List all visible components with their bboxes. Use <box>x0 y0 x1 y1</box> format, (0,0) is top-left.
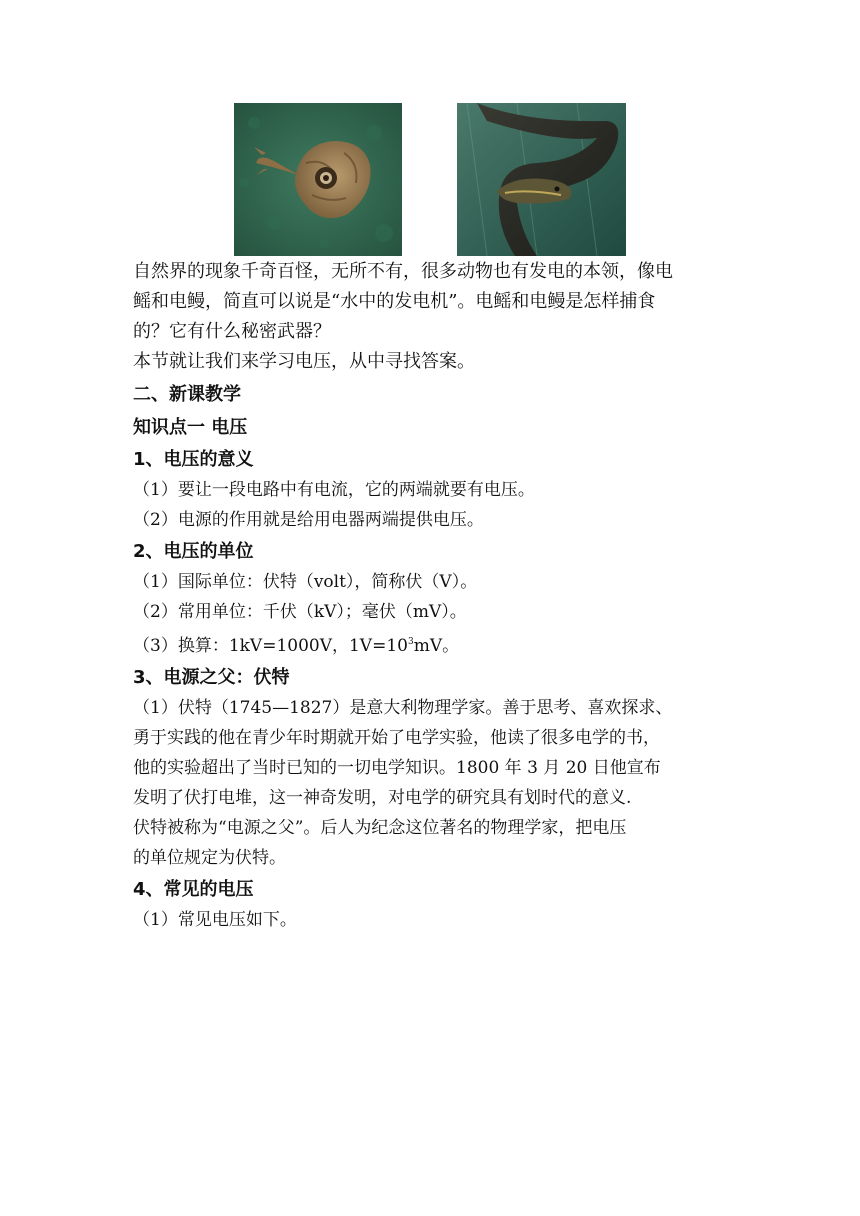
conversion-exponent: 3 <box>407 637 414 647</box>
conversion-suffix: mV。 <box>413 636 460 656</box>
intro-line: 的？它有什么秘密武器？ <box>133 321 331 342</box>
volta-paragraph <box>133 693 733 873</box>
knowledge-point-title: 知识点一 电压 <box>133 417 248 438</box>
section-title: 二、新课教学 <box>133 384 241 405</box>
list-item: （2）电源的作用就是给用电器两端提供电压。 <box>133 510 484 530</box>
electric-ray-photo <box>234 103 402 256</box>
intro-paragraph <box>133 257 733 377</box>
paragraph-line: 他的实验超出了当时已知的一切电学知识。1800 年 3 月 20 日他宣布 <box>133 758 661 778</box>
electric-eel-photo <box>457 103 626 256</box>
list-item: （1）常见电压如下。 <box>133 910 297 930</box>
intro-line: 鳐和电鳗，简直可以说是“水中的发电机”。电鳐和电鳗是怎样捕食 <box>133 291 656 312</box>
list-item: （1）要让一段电路中有电流，它的两端就要有电压。 <box>133 480 535 500</box>
conversion-prefix: （3）换算：1kV=1000V，1V=10 <box>133 636 408 656</box>
paragraph-line: 伏特被称为“电源之父”。后人为纪念这位著名的物理学家，把电压 <box>133 818 627 838</box>
topic-heading-unit: 2、电压的单位 <box>133 541 254 562</box>
unit-conversion <box>133 627 733 661</box>
topic-heading-father: 3、电源之父：伏特 <box>133 667 290 688</box>
list-item: （2）常用单位：千伏（kV）；毫伏（mV）。 <box>133 602 467 622</box>
document-body <box>133 257 733 935</box>
topic-heading-common: 4、常见的电压 <box>133 879 254 900</box>
intro-line: 自然界的现象千奇百怪，无所不有，很多动物也有发电的本领，像电 <box>133 261 673 282</box>
intro-line: 本节就让我们来学习电压，从中寻找答案。 <box>133 351 475 372</box>
paragraph-line: （1）伏特（1745—1827）是意大利物理学家。善于思考、喜欢探求、 <box>133 698 673 718</box>
paragraph-line: 的单位规定为伏特。 <box>133 848 286 868</box>
paragraph-line: 发明了伏打电堆，这一神奇发明，对电学的研究具有划时代的意义. <box>133 788 632 808</box>
list-item: （1）国际单位：伏特（volt），简称伏（V）。 <box>133 572 478 592</box>
topic-heading-meaning: 1、电压的意义 <box>133 449 254 470</box>
paragraph-line: 勇于实践的他在青少年时期就开始了电学实验，他读了很多电学的书， <box>133 728 660 748</box>
